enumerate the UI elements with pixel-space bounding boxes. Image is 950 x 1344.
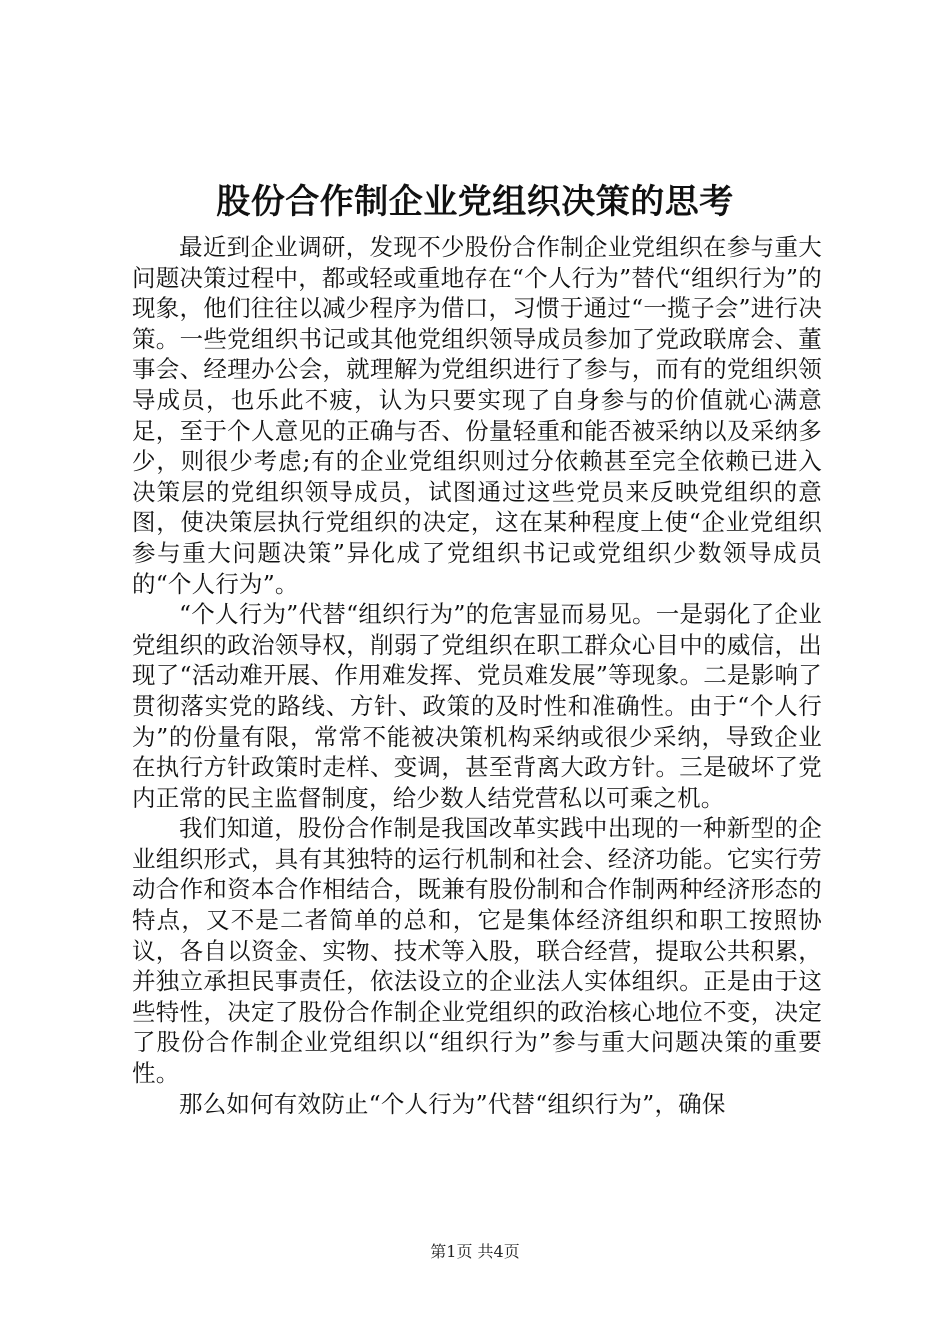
paragraph-4: 那么如何有效防止“个人行为”代替“组织行为”，确保	[179, 1089, 726, 1118]
paragraph-1: 最近到企业调研，发现不少股份合作制企业党组织在参与重大问题决策过程中，都或轻或重地存在“个人行为”替代“组织行为”的现象，他们往往以减少程序为借口，习惯于通过“一揽子会”进行决策。一些党组织书记或其他党组织领导成员参加了党政联席会、董事会、经理办公会，就理解为党组织进行了参与，而有的党组织领导成员，也乐此不疲，认为只要实现了自身参与的价值就心满意足，至于个人意见的正确与否、份量轻重和能否被采纳以及采纳多少，则很少考虑;有的企业党组织则过分依赖甚至完全依赖已进入决策层的党组织领导成员，试图通过这些党员来反映党组织的意图，使决策层执行党组织的决定，这在某种程度上使“企业党组织参与重大问题决策”异化成了党组织书记或党组织少数领导成员的“个人行为”。	[132, 233, 822, 598]
document-title: 股份合作制企业党组织决策的思考	[216, 182, 734, 222]
page-number: 第1页	[430, 1242, 473, 1261]
paragraph-3: 我们知道，股份合作制是我国改革实践中出现的一种新型的企业组织形式，具有其独特的运行机制和社会、经济功能。它实行劳动合作和资本合作相结合，既兼有股份制和合作制两种经济形态的特点，又不是二者简单的总和，它是集体经济组织和职工按照协议，各自以资金、实物、技术等入股，联合经营，提取公共积累，并独立承担民事责任，依法设立的企业法人实体组织。正是由于这些特性，决定了股份合作制企业党组织的政治核心地位不变，决定了股份合作制企业党组织以“组织行为”参与重大问题决策的重要性。	[132, 814, 822, 1088]
page-total: 共4页	[477, 1242, 520, 1261]
document-body	[132, 232, 822, 1119]
paragraph-2: “个人行为”代替“组织行为”的危害显而易见。一是弱化了企业党组织的政治领导权，削弱了党组织在职工群众心目中的威信，出现了“活动难开展、作用难发挥、党员难发展”等现象。二是影响了贯彻落实党的路线、方针、政策的及时性和准确性。由于“个人行为”的份量有限，常常不能被决策机构采纳或很少采纳，导致企业在执行方针政策时走样、变调，甚至背离大政方针。三是破坏了党内正常的民主监督制度，给少数人结党营私以可乘之机。	[132, 600, 822, 812]
page-footer	[0, 1242, 950, 1262]
